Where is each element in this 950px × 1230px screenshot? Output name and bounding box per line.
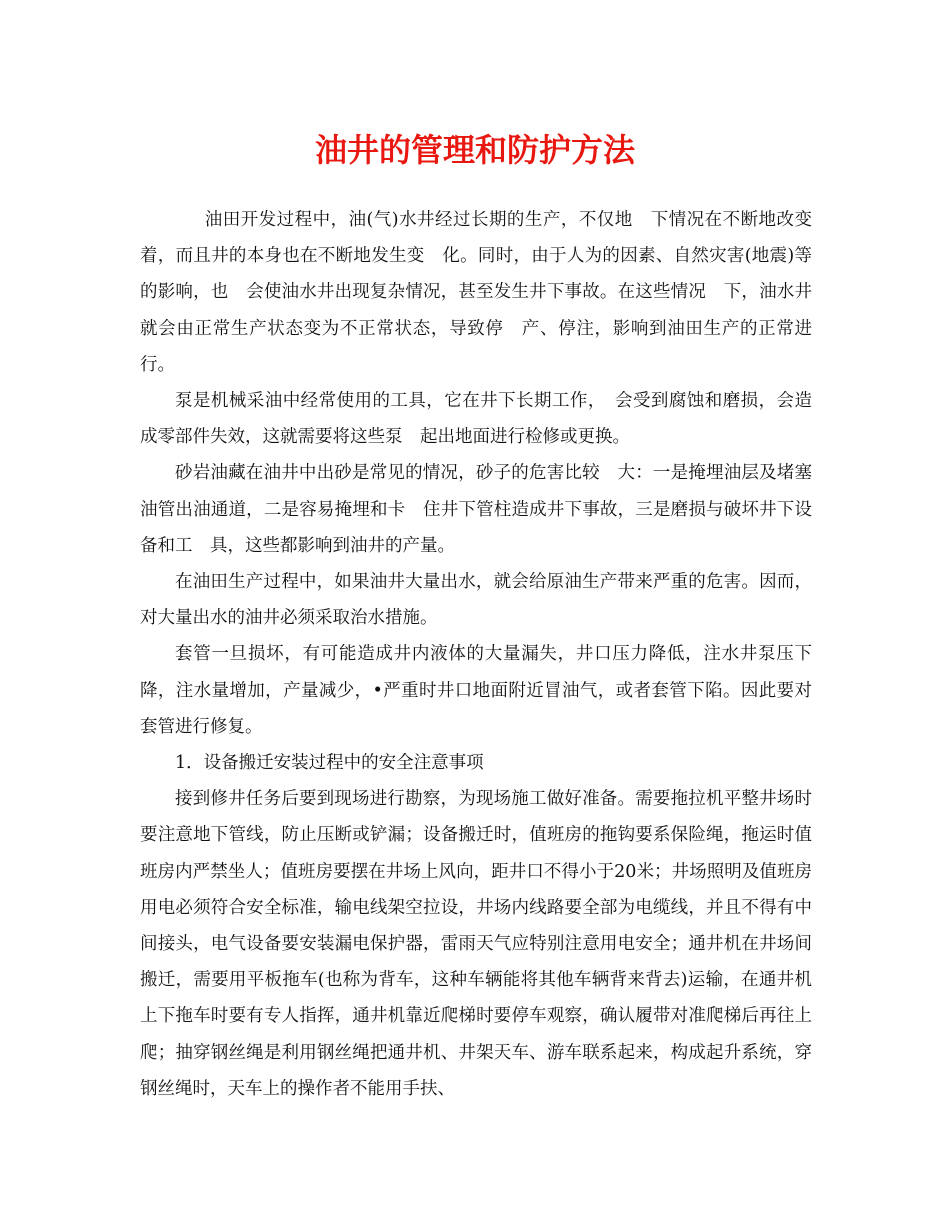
paragraph-casing: 套管一旦损坏，有可能造成井内液体的大量漏失，井口压力降低，注水井泵压下降，注水量增加，产量减少，•严重时井口地面附近冒油气，或者套管下陷。因此要对套管进行修复。 <box>140 644 812 737</box>
paragraph-pump: 泵是机械采油中经常使用的工具，它在井下长期工作， 会受到腐蚀和磨损，会造成零部件失效，这就需要将这些泵 起出地面进行检修或更换。 <box>140 391 812 448</box>
paragraph-intro: 油田开发过程中，油(气)水井经过长期的生产，不仅地 下情况在不断地改变着，而且井的本身也在不断地发生变 化。同时，由于人为的因素、自然灾害(地震)等的影响，也 会使油水井出现复杂情况，甚至发生井下事故。在这些情况 下，油水井就会由正常生产状态变为不正常状态，导致停 产、停注，影响到油田生产的正常进行。 <box>140 210 812 375</box>
document-title: 油井的管理和防护方法 <box>314 131 635 169</box>
paragraph-water: 在油田生产过程中，如果油井大量出水，就会给原油生产带来严重的危害。因而，对大量出水的油井必须采取治水措施。 <box>140 572 812 629</box>
paragraph-section-safety: 接到修井任务后要到现场进行勘察，为现场施工做好准备。需要拖拉机平整井场时要注意地下管线，防止压断或铲漏；设备搬迁时，值班房的拖钩要系保险绳，拖运时值班房内严禁坐人；值班房要摆在井场上风向，距井口不得小于20米；井场照明及值班房用电必须符合安全标准，输电线架空拉设，井场内线路要全部为电缆线，并且不得有中间接头，电气设备要安装漏电保护器，雷雨天气应特别注意用电安全；通井机在井场间搬迁，需要用平板拖车(也称为背车，这种车辆能将其他车辆背来背去)运输，在通井机上下拖车时要有专人指挥，通井机靠近爬梯时要停车观察，确认履带对准爬梯后再往上爬；抽穿钢丝绳是利用钢丝绳把通井机、井架天车、游车联系起来，构成起升系统，穿钢丝绳时，天车上的操作者不能用手扶、 <box>140 789 812 1099</box>
document-body <box>140 202 812 1107</box>
paragraph-sand: 砂岩油藏在油井中出砂是常见的情况，砂子的危害比较 大：一是掩埋油层及堵塞油管出油通道，二是容易掩埋和卡 住井下管柱造成井下事故，三是磨损与破坏井下设备和工 具，这些都影响到油井的产量。 <box>140 463 812 556</box>
section-heading: 1．设备搬迁安装过程中的安全注意事项 <box>175 753 484 774</box>
